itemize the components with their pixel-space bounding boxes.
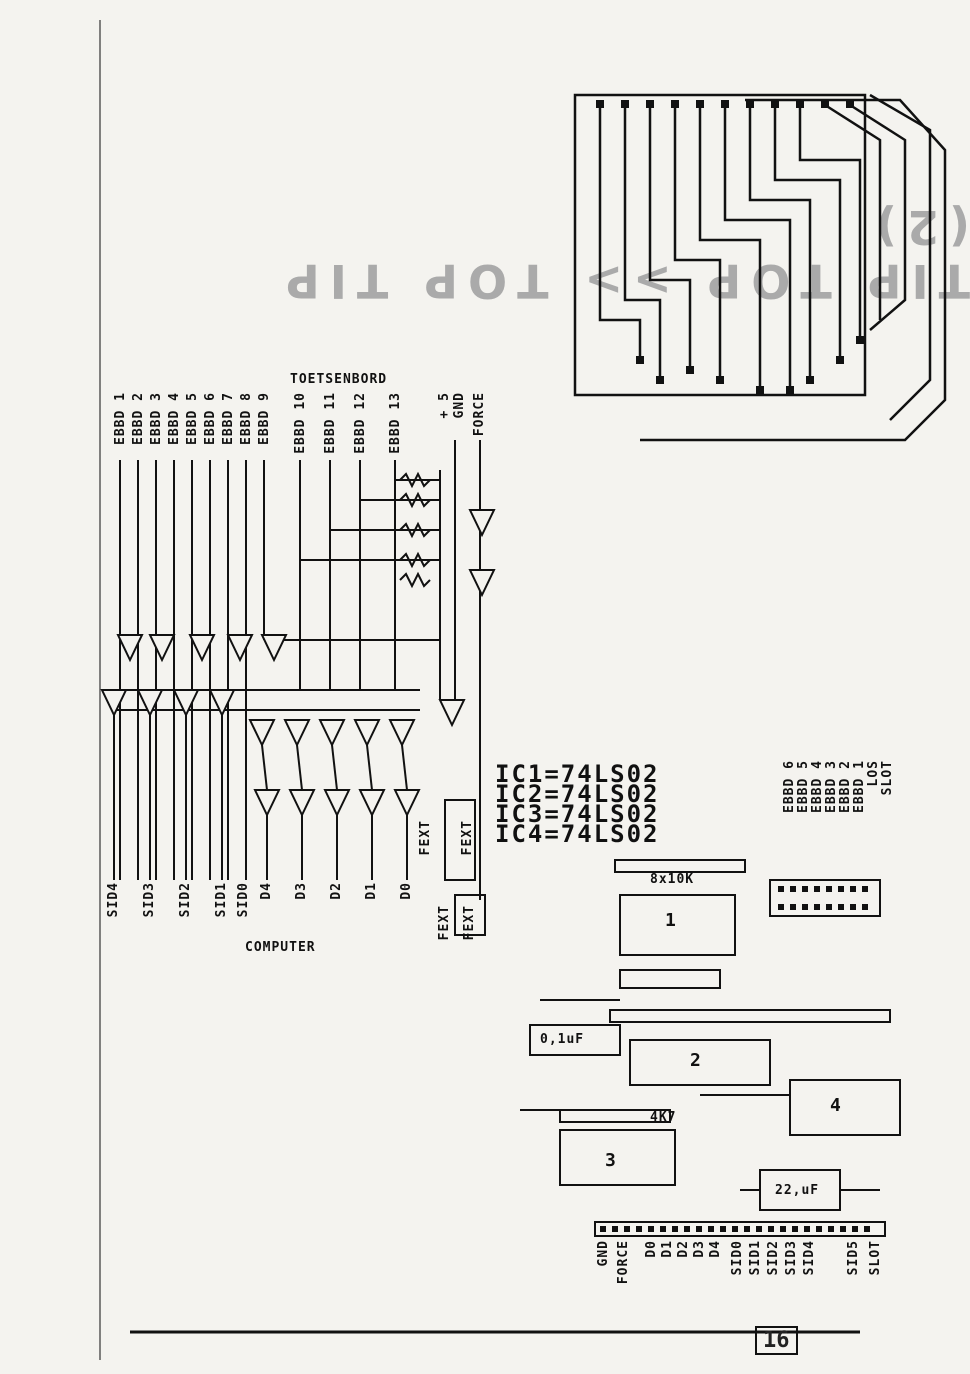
output-label: D0 [399, 882, 414, 900]
edge-label: EBBD 2 [838, 760, 853, 813]
edge-label: SLOT [868, 1240, 883, 1276]
edge-label: D1 [660, 1240, 675, 1258]
edge-label: EBBD 6 [782, 760, 797, 813]
chip-entry: IC4=74LS02 [495, 820, 660, 848]
chip-entry: IC3=74LS02 [495, 800, 660, 828]
edge-label: SLOT [880, 760, 895, 796]
edge-label: EBBD 4 [810, 760, 825, 813]
edge-labels-right [770, 760, 900, 880]
chip-entry: IC2=74LS02 [495, 780, 660, 808]
computer-outputs [106, 882, 436, 932]
output-label: D1 [364, 882, 379, 900]
edge-label: EBBD 1 [852, 760, 867, 813]
chip-entry: IC1=74LS02 [495, 760, 660, 788]
pcb-pads [596, 100, 864, 394]
power-label: + 5 [437, 392, 452, 419]
edge-label: SID5 [846, 1240, 861, 1276]
page-number: 16 [755, 1326, 798, 1355]
edge-label: D3 [692, 1240, 707, 1258]
input-label: EBBD 3 [149, 392, 164, 445]
input-label: EBBD 10 [293, 392, 308, 454]
chip-id-3: 3 [605, 1150, 617, 1171]
chip-id-2: 2 [690, 1050, 702, 1071]
edge-label: SID1 [748, 1240, 763, 1276]
capacitor-small-label: 0,1uF [540, 1032, 585, 1047]
edge-label: FORCE [616, 1240, 631, 1285]
edge-label: SID4 [802, 1240, 817, 1276]
fext-label: FEXT [418, 820, 433, 856]
output-label: D2 [329, 882, 344, 900]
edge-label: D2 [676, 1240, 691, 1258]
keyboard-inputs [113, 392, 443, 462]
input-label: EBBD 9 [257, 392, 272, 445]
ground-label: GND [452, 392, 467, 419]
capacitor-large-label: 22,uF [775, 1183, 820, 1198]
edge-label: LOS [866, 760, 881, 787]
output-label: D3 [294, 882, 309, 900]
fext-label: FEXT [462, 905, 477, 941]
fext-label: FEXT [460, 820, 475, 856]
edge-label: SID2 [766, 1240, 781, 1276]
force-label: FORCE [472, 392, 487, 437]
edge-label: D4 [708, 1240, 723, 1258]
ghost-banner: TIP TOP >> TOP TIP (2) [276, 200, 970, 308]
output-label: SID4 [106, 882, 121, 918]
resistor-single-label: 4K7 [650, 1110, 677, 1125]
input-label: EBBD 13 [388, 392, 403, 454]
input-label: EBBD 6 [203, 392, 218, 445]
output-label: SID1 [214, 882, 229, 918]
input-label: EBBD 5 [185, 392, 200, 445]
edge-label: SID0 [730, 1240, 745, 1276]
resistor-network-label: 8x10K [650, 872, 695, 887]
input-label: EBBD 2 [131, 392, 146, 445]
chip-list [495, 760, 705, 850]
chip-id-1: 1 [665, 910, 677, 931]
edge-label: SID3 [784, 1240, 799, 1276]
output-label: SID3 [142, 882, 157, 918]
input-label: EBBD 7 [221, 392, 236, 445]
input-label: EBBD 8 [239, 392, 254, 445]
fext-label: FEXT [437, 905, 452, 941]
keyboard-title: TOETSENBORD [290, 372, 388, 387]
output-label: SID0 [236, 882, 251, 918]
edge-label: D0 [644, 1240, 659, 1258]
chip-id-4: 4 [830, 1095, 842, 1116]
input-label: EBBD 11 [323, 392, 338, 454]
output-label: SID2 [178, 882, 193, 918]
input-label: EBBD 4 [167, 392, 182, 445]
edge-labels-bottom [596, 1240, 886, 1300]
computer-title: COMPUTER [245, 940, 316, 955]
edge-label: EBBD 5 [796, 760, 811, 813]
edge-label: GND [596, 1240, 611, 1267]
edge-label: EBBD 3 [824, 760, 839, 813]
output-label: D4 [259, 882, 274, 900]
input-label: EBBD 12 [353, 392, 368, 454]
input-label: EBBD 1 [113, 392, 128, 445]
